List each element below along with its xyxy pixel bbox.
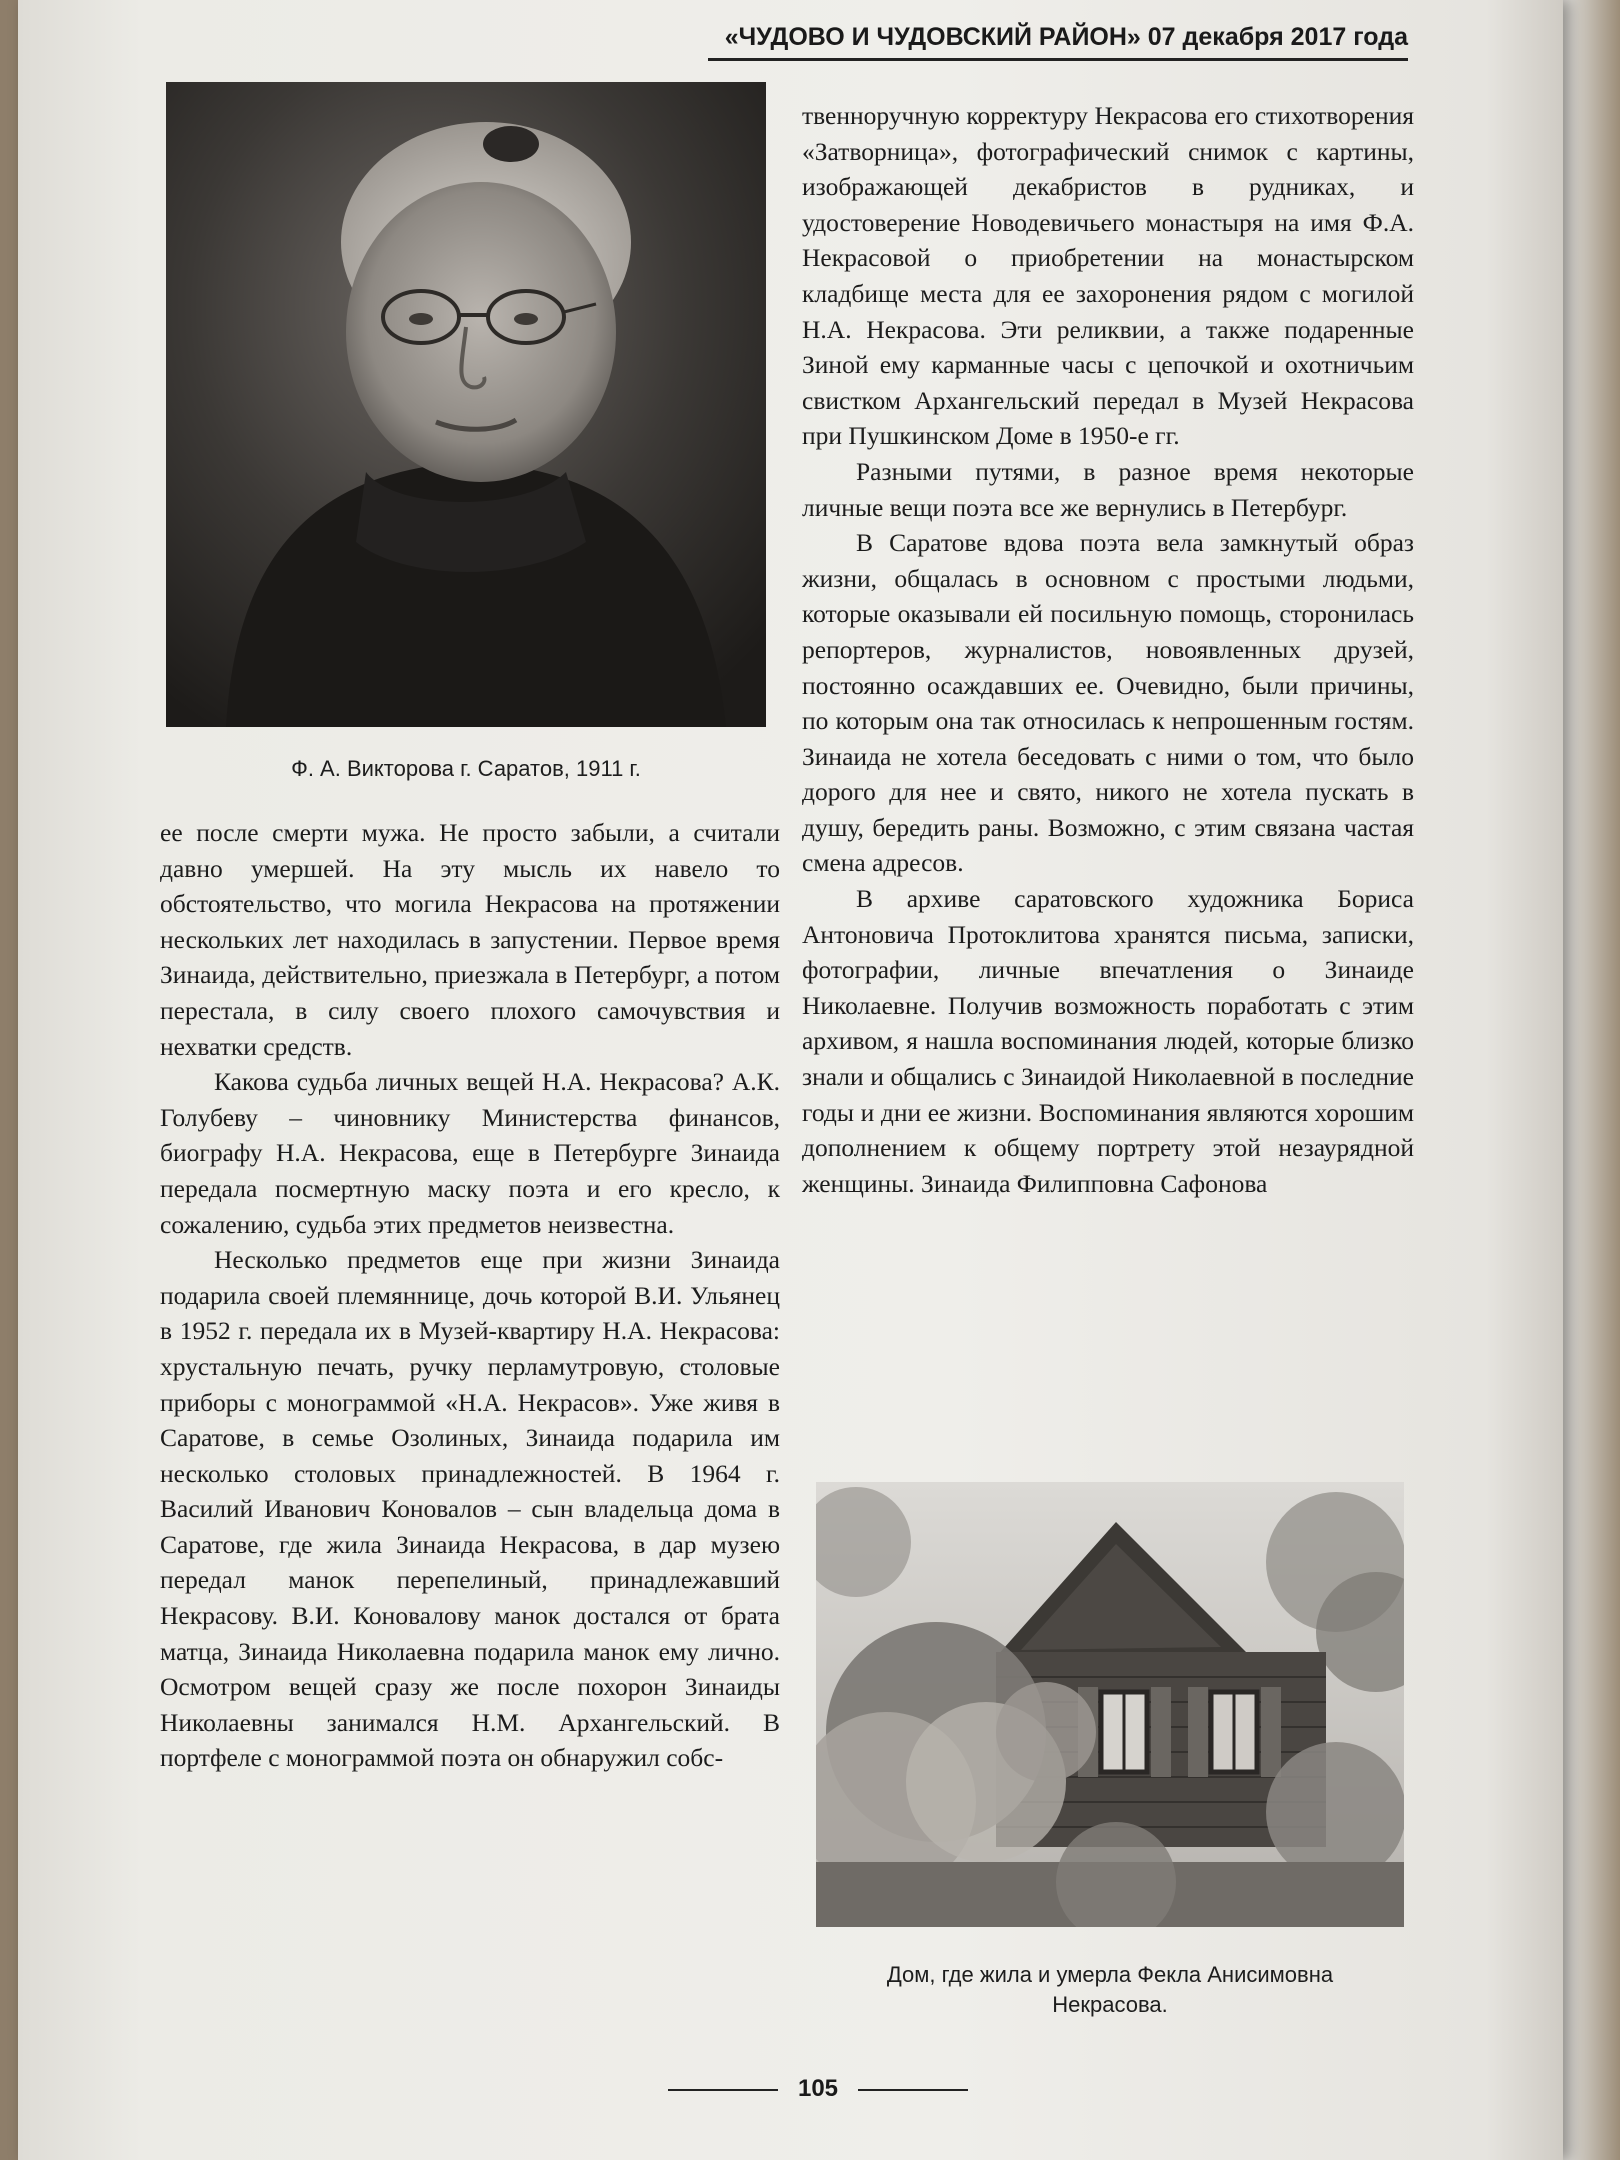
left-paragraph-3: Несколько предметов еще при жизни Зинаида подарила своей племяннице, дочь которой В.И. Ульянец в 1952 г. передала их в Музей-квартиру Н.А. Некрасова: хрустальную печать, ручку перламутровую, столовые приборы с монограммой «Н.А. Некрасов». Уже живя в Саратове, в семье Озолиных, Зинаида подарила им несколько столовых принадлежностей. В 1964 г. Василий Иванович Коновалов – сын владельца дома в Саратове, где жила Зинаида Некрасова, в дар музею передал манок перепелиный, принадлежавший Некрасову. В.И. Коновалову манок достался от брата матца, Зинаида Николаевна подарила манок ему лично. Осмотром вещей сразу же после похорон Зинаиды Николаевны занимался Н.М. Архангельский. В портфеле с монограммой поэта он обнаружил собс- [160,1245,780,1773]
left-text-column [160,815,780,1776]
house-caption [808,1960,1412,2020]
folio-rule-right [858,2089,968,2091]
folio-rule-left [668,2089,778,2091]
house-photo [816,1482,1404,1927]
house-image [816,1482,1404,1927]
right-paragraph-1: твенноручную корректуру Некрасова его стихотворения «Затворница», фотографический снимок с картины, изображающей декабристов в рудниках, и удостоверение Новодевичьего монастыря на имя Ф.А. Некрасовой о приобретении на монастырском кладбище места для ее захоронения рядом с могилой Н.А. Некрасова. Эти реликвии, а также подаренные Зиной ему карманные часы с цепочкой и охотничьим свистком Архангельский передал в Музей Некрасова при Пушкинском Доме в 1950-е гг. [802,101,1414,451]
running-header [708,18,1408,61]
portrait-photo [166,82,766,727]
left-paragraph-1: ее после смерти мужа. Не просто забыли, а считали давно умершей. На эту мысль их навело то обстоятельство, что могила Некрасова на протяжении нескольких лет находилась в запустении. Первое время Зинаида, действительно, приезжала в Петербург, а потом перестала, в силу своего плохого самочувствия и нехватки средств. [160,818,780,1061]
publication-title: «ЧУДОВО И ЧУДОВСКИЙ РАЙОН» [724,23,1141,51]
left-paragraph-2: Какова судьба личных вещей Н.А. Некрасова? А.К. Голубеву – чиновнику Министерства финансов, биографу Н.А. Некрасова, еще в Петербурге Зинаида передала посмертную маску поэта и его кресло, к сожалению, судьба этих предметов неизвестна. [160,1067,780,1239]
page-number: 105 [797,2075,839,2102]
page-number-block [658,2072,978,2106]
right-paragraph-3: В Саратове вдова поэта вела замкнутый образ жизни, общалась в основном с простыми людьми, которые оказывали ей посильную помощь, сторонилась репортеров, журналистов, новоявленных друзей, постоянно осаждавших ее. Очевидно, были причины, по которым она так относилась к непрошенным гостям. Зинаида не хотела беседовать с ними о том, что было дорого для нее и свято, никого не хотела пускать в душу, бередить раны. Возможно, с этим связана частая смена адресов. [802,528,1414,878]
right-paragraph-4: В архиве саратовского художника Бориса Антоновича Протоклитова хранятся письма, записки, фотографии, личные впечатления о Зинаиде Николаевне. Получив возможность поработать с этим архивом, я нашла воспоминания людей, которые близко знали и общались с Зинаидой Николаевной в последние годы и дни ее жизни. Воспоминания являются хорошим дополнением к общему портрету этой незаурядной женщины. Зинаида Филипповна Сафонова [802,884,1414,1198]
magazine-page [18,0,1563,2160]
right-paragraph-2: Разными путями, в разное время некоторые личные вещи поэта все же вернулись в Петербург. [802,456,1414,522]
right-text-column [802,98,1414,1201]
house-caption-line-2: Некрасова. [1052,1992,1168,2017]
issue-date: 07 декабря 2017 года [1147,23,1408,51]
portrait-caption [166,754,766,784]
portrait-caption-text: Ф. А. Викторова г. Саратов, 1911 г. [291,756,641,781]
house-caption-line-1: Дом, где жила и умерла Фекла Анисимовна [886,1962,1334,1987]
portrait-image [166,82,766,727]
